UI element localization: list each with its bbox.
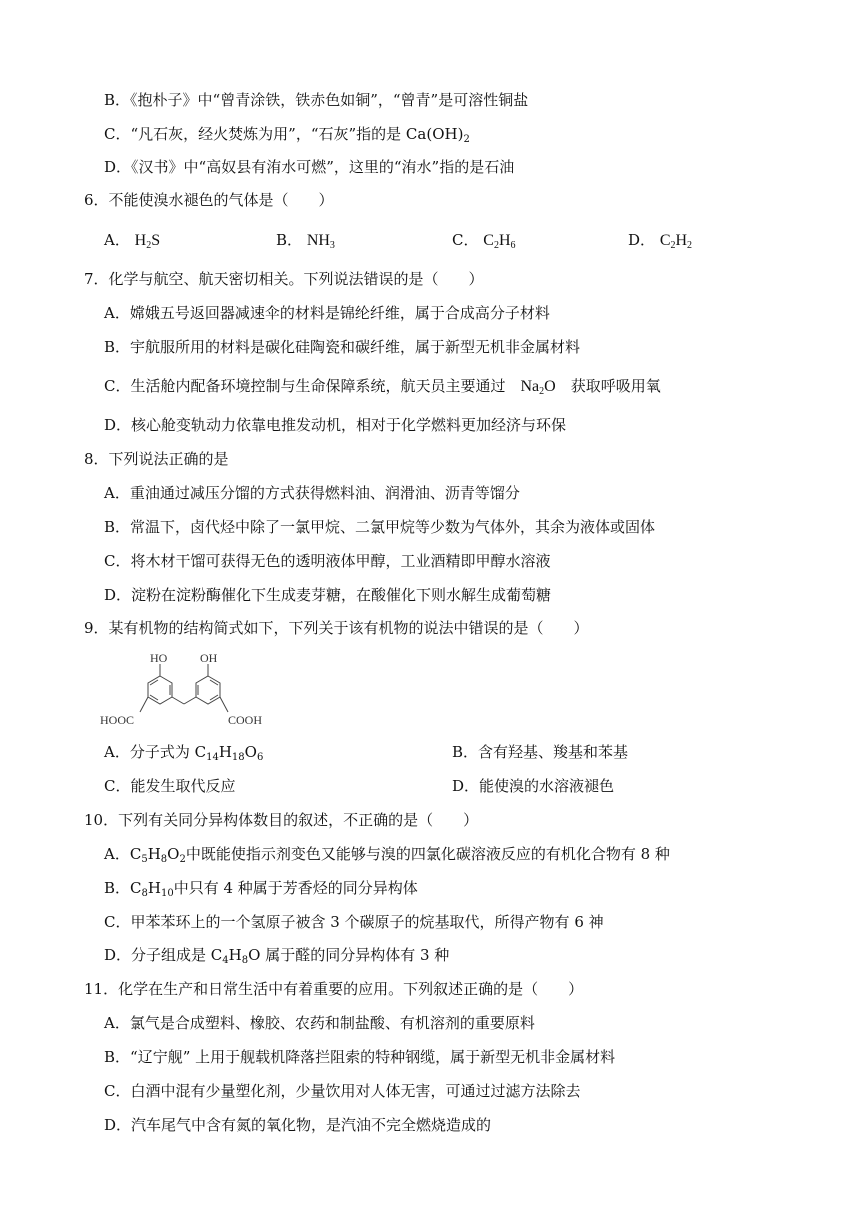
q7-option-c-text: C．生活舱内配备环境控制与生命保障系统，航天员主要通过 <box>104 377 506 395</box>
q9-option-a: A．分子式为 $C_{14}H_{18}O_6$ <box>104 743 264 763</box>
q5-option-c-sub: 2 <box>463 134 470 145</box>
q11-option-d: D．汽车尾气中含有氮的氧化物，是汽油不完全燃烧造成的 <box>104 1116 492 1134</box>
q6-option-a <box>104 230 160 251</box>
q10-option-d: D．分子组成是 $C_4H_8O$ 属于醛的同分异构体有 3 种 <box>104 946 450 966</box>
q6-c-label: C． <box>452 231 479 249</box>
question-9: 9．某有机物的结构简式如下，下列关于该有机物的说法中错误的是（ ） <box>84 619 589 637</box>
q10-option-b: B．$C_8H_{10}$中只有 4 种属于芳香烃的同分异构体 <box>104 879 418 899</box>
q8-option-b: B．常温下，卤代烃中除了一氯甲烷、二氯甲烷等少数为气体外，其余为液体或固体 <box>104 518 656 536</box>
q11-option-c: C．白酒中混有少量塑化剂，少量饮用对人体无害，可通过过滤方法除去 <box>104 1082 581 1100</box>
q6-option-b <box>276 230 335 251</box>
q6-option-c <box>452 230 516 251</box>
q7-option-a: A．嫦娥五号返回器减速伞的材料是锦纶纤维，属于合成高分子材料 <box>104 304 550 322</box>
q9-option-c: C．能发生取代反应 <box>104 777 236 795</box>
q5-option-c-text: C．“凡石灰，经火焚炼为用”，“石灰”指的是 Ca(OH) <box>104 125 464 143</box>
q10-option-a: A．$C_5H_8O_2$中既能使指示剂变色又能够与溴的四氯化碳溶液反应的有机化合物有 8 种 <box>104 845 670 865</box>
question-11: 11．化学在生产和日常生活中有着重要的应用。下列叙述正确的是（ ） <box>84 980 584 998</box>
q7-option-c-tail: 获取呼吸用氧 <box>570 377 661 395</box>
question-7: 7．化学与航空、航天密切相关。下列说法错误的是（ ） <box>84 270 484 288</box>
q9-option-d: D．能使溴的水溶液褪色 <box>452 777 615 795</box>
q9-option-b: B．含有羟基、羧基和苯基 <box>452 743 629 761</box>
q10-option-c: C．甲苯苯环上的一个氢原子被含 3 个碳原子的烷基取代，所得产物有 6 神 <box>104 913 604 931</box>
question-8: 8．下列说法正确的是 <box>84 450 229 468</box>
structure-diagram <box>100 648 280 732</box>
q7-option-c-formula: $Na_2O$ <box>520 378 556 397</box>
left-benzene-ring <box>148 676 172 704</box>
q8-option-d: D．淀粉在淀粉酶催化下生成麦芽糖，在酸催化下则水解生成葡萄糖 <box>104 586 552 604</box>
q7-option-d: D．核心舱变轨动力依靠电推发动机，相对于化学燃料更加经济与环保 <box>104 416 567 434</box>
q11-option-a: A．氯气是合成塑料、橡胶、农药和制盐酸、有机溶剂的重要原料 <box>104 1014 535 1032</box>
q6-d-formula: $C_2H_2$ <box>659 232 693 251</box>
q6-c-formula: $C_2H_6$ <box>483 232 516 251</box>
question-10: 10．下列有关同分异构体数目的叙述，不正确的是（ ） <box>84 811 479 829</box>
cooh-label: COOH <box>228 713 263 727</box>
ho-left-label: HO <box>150 651 168 665</box>
q6-d-label: D． <box>628 231 656 249</box>
q7-option-b: B．宇航服所用的材料是碳化硅陶瓷和碳纤维，属于新型无机非金属材料 <box>104 338 581 356</box>
q5-option-d: D．《汉书》中“高奴县有洧水可燃”，这里的“洧水”指的是石油 <box>104 158 515 176</box>
hooc-label: HOOC <box>100 713 135 727</box>
q6-a-label: A． <box>104 231 130 249</box>
q8-option-c: C．将木材干馏可获得无色的透明液体甲醇，工业酒精即甲醇水溶液 <box>104 552 551 570</box>
question-6: 6．不能使溴水褪色的气体是（ ） <box>84 191 334 209</box>
right-benzene-ring <box>196 676 220 704</box>
oh-right-label: OH <box>200 651 218 665</box>
q5-option-c <box>104 124 470 144</box>
q5-option-b: B．《抱朴子》中“曾青涂铁，铁赤色如铜”，“曾青”是可溶性铜盐 <box>104 91 529 109</box>
q6-b-formula: $NH_3$ <box>306 232 335 251</box>
q6-b-label: B． <box>276 231 303 249</box>
q6-a-formula: $H_2S$ <box>134 232 161 251</box>
q6-option-d <box>628 230 692 251</box>
q7-option-c <box>104 376 661 397</box>
q8-option-a: A．重油通过减压分馏的方式获得燃料油、润滑油、沥青等馏分 <box>104 484 520 502</box>
q11-option-b: B．“辽宁舰” 上用于舰载机降落拦阻索的特种钢缆，属于新型无机非金属材料 <box>104 1048 616 1066</box>
